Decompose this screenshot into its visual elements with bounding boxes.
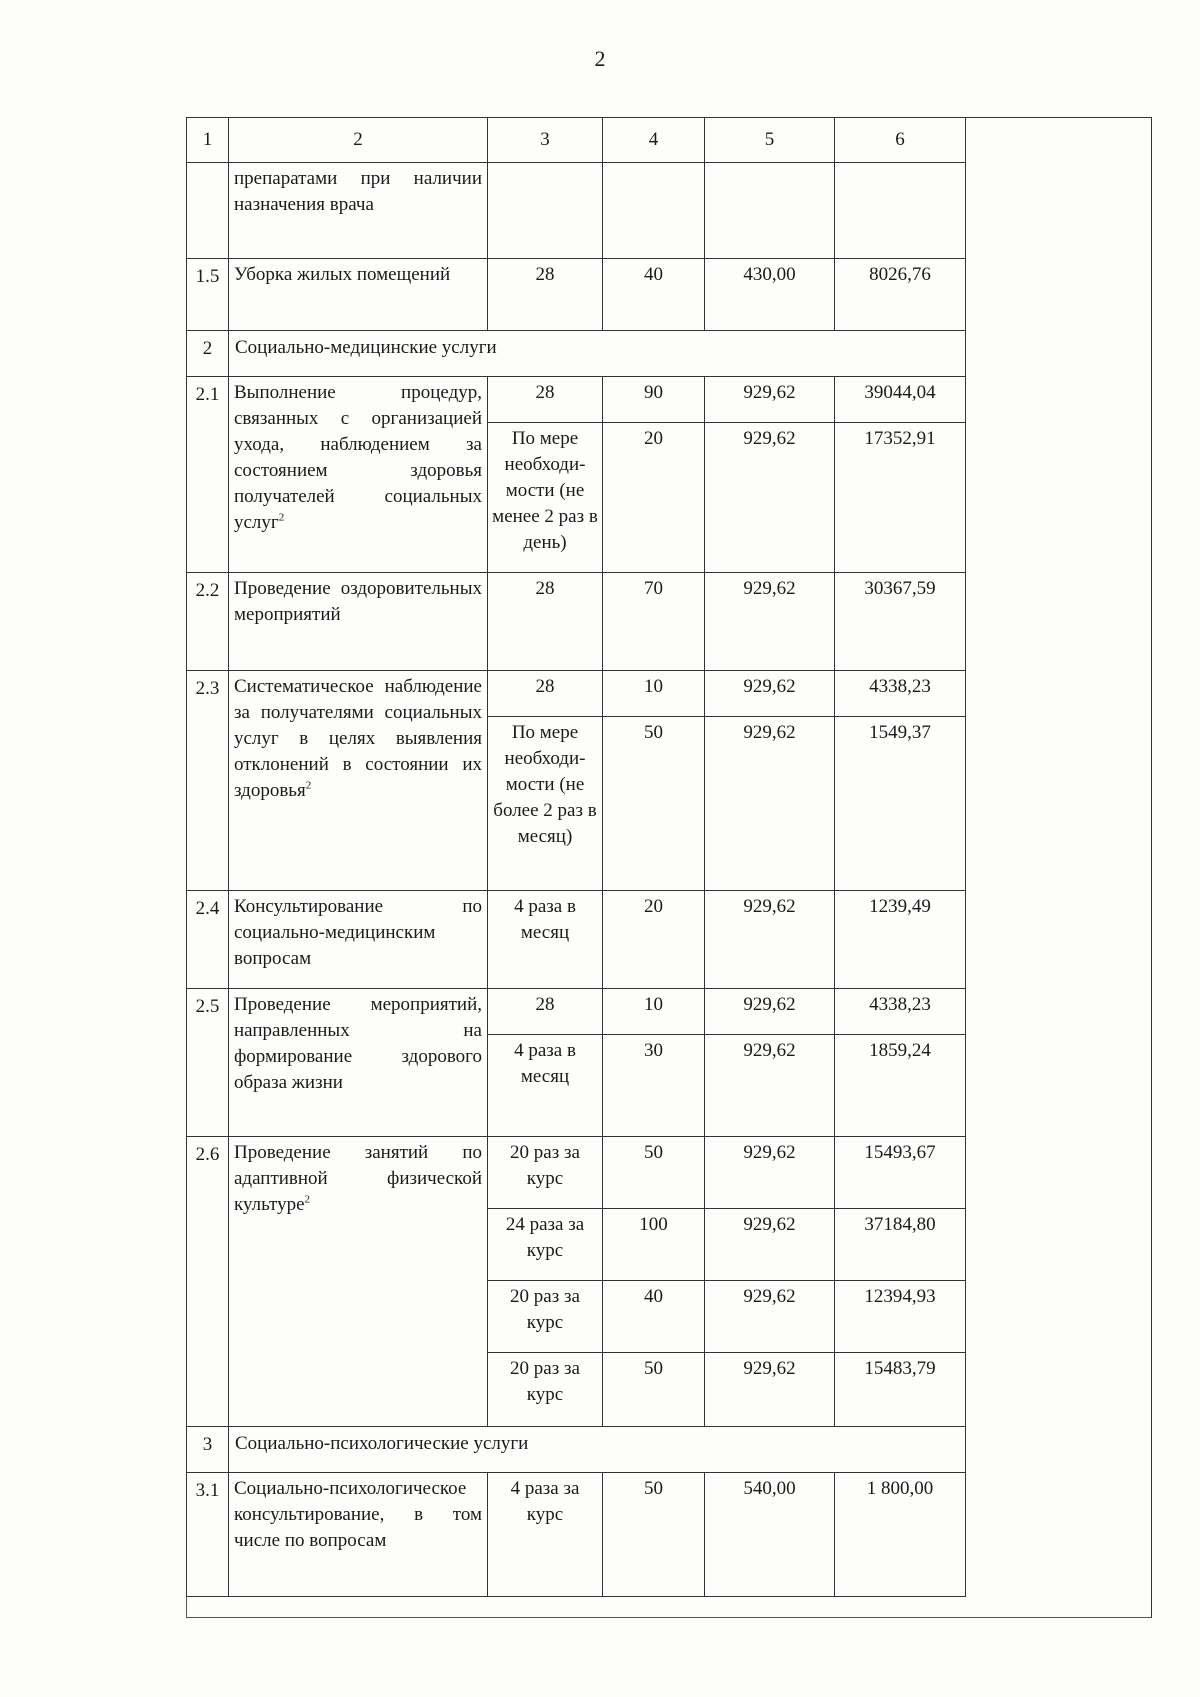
total-cell: 1 800,00 [835,1473,966,1597]
volume-cell: 70 [603,573,705,671]
frequency-cell: 4 раза за курс [488,1473,603,1597]
table-row [187,573,966,671]
volume-cell: 50 [603,1353,705,1427]
row-number: 2.4 [187,891,229,989]
volume-cell: 40 [603,259,705,331]
total-cell: 8026,76 [835,259,966,331]
price-cell: 540,00 [705,1473,835,1597]
footnote-mark: 2 [304,1193,311,1206]
price-cell: 929,62 [705,891,835,989]
frequency-cell: 4 раза в месяц [488,891,603,989]
price-cell: 929,62 [705,377,835,423]
frequency-cell: 24 раза за курс [488,1209,603,1281]
total-cell: 17352,91 [835,423,966,573]
service-description [229,1137,488,1427]
section-title: Социально-медицинские услуги [229,331,966,377]
row-number: 2.6 [187,1137,229,1427]
frequency-cell: 20 раз за курс [488,1353,603,1427]
volume-cell: 30 [603,1035,705,1137]
price-cell: 929,62 [705,1281,835,1353]
row-number: 2.1 [187,377,229,573]
total-cell: 1239,49 [835,891,966,989]
frequency-cell: 20 раз за курс [488,1281,603,1353]
total-cell: 37184,80 [835,1209,966,1281]
table-row [187,1137,966,1209]
price-cell: 929,62 [705,1137,835,1209]
volume-cell: 20 [603,423,705,573]
price-cell: 929,62 [705,423,835,573]
section-title: Социально-психологические услуги [229,1427,966,1473]
table-row [187,891,966,989]
footnote-mark: 2 [278,511,285,524]
price-cell: 929,62 [705,989,835,1035]
frequency-cell: 28 [488,377,603,423]
total-cell: 12394,93 [835,1281,966,1353]
price-cell: 929,62 [705,1035,835,1137]
header-row [187,118,966,163]
price-cell [705,163,835,259]
price-cell: 929,62 [705,1209,835,1281]
row-number: 2.2 [187,573,229,671]
price-cell: 929,62 [705,573,835,671]
table-row [187,377,966,423]
description-text: Систематическое наблюдение за получателями социальных услуг в целях выявления отклонений в состоянии их здоровья [234,676,482,801]
table-row [187,163,966,259]
description-text: Проведение занятий по адаптивной физической культуре [234,1142,482,1215]
service-description [229,671,488,891]
service-description: Проведение мероприятий, направленных на формирование здорового образа жизни [229,989,488,1137]
total-cell: 4338,23 [835,989,966,1035]
row-number: 1.5 [187,259,229,331]
header-col-4: 4 [603,118,705,163]
frequency-cell: 28 [488,989,603,1035]
section-row [187,331,966,377]
total-cell: 15483,79 [835,1353,966,1427]
volume-cell: 50 [603,1137,705,1209]
frequency-cell: 28 [488,671,603,717]
total-cell [835,163,966,259]
service-description: Социально-психологическое консультирование, в том числе по вопросам [229,1473,488,1597]
volume-cell: 90 [603,377,705,423]
table-row [187,989,966,1035]
price-cell: 929,62 [705,671,835,717]
header-col-2: 2 [229,118,488,163]
frequency-cell: По мере необходи-мости (не менее 2 раз в день) [488,423,603,573]
table-row [187,671,966,717]
volume-cell [603,163,705,259]
frequency-cell [488,163,603,259]
services-table [186,117,966,1597]
total-cell: 1549,37 [835,717,966,891]
footnote-mark: 2 [305,779,312,792]
volume-cell: 10 [603,671,705,717]
total-cell: 1859,24 [835,1035,966,1137]
total-cell: 4338,23 [835,671,966,717]
service-description: препаратами при наличии назначения врача [229,163,488,259]
volume-cell: 50 [603,1473,705,1597]
frequency-cell: 20 раз за курс [488,1137,603,1209]
price-cell: 929,62 [705,717,835,891]
frequency-cell: 28 [488,259,603,331]
total-cell: 39044,04 [835,377,966,423]
header-col-3: 3 [488,118,603,163]
table-row [187,259,966,331]
volume-cell: 40 [603,1281,705,1353]
service-description: Уборка жилых помещений [229,259,488,331]
section-number: 2 [187,331,229,377]
header-col-1: 1 [187,118,229,163]
section-number: 3 [187,1427,229,1473]
row-number: 3.1 [187,1473,229,1597]
section-row [187,1427,966,1473]
volume-cell: 20 [603,891,705,989]
total-cell: 15493,67 [835,1137,966,1209]
row-number: 2.5 [187,989,229,1137]
frequency-cell: По мере необходи-мости (не более 2 раз в месяц) [488,717,603,891]
service-description: Проведение оздоровительных мероприятий [229,573,488,671]
total-cell: 30367,59 [835,573,966,671]
row-number [187,163,229,259]
page-number: 2 [594,46,606,71]
price-cell: 430,00 [705,259,835,331]
volume-cell: 100 [603,1209,705,1281]
description-text: Выполнение процедур, связанных с организацией ухода, наблюдением за состоянием здоровья получателей социальных услуг [234,382,482,533]
header-col-6: 6 [835,118,966,163]
table-row [187,1473,966,1597]
frequency-cell: 28 [488,573,603,671]
service-description [229,377,488,573]
service-description: Консультирование по социально-медицинским вопросам [229,891,488,989]
row-number: 2.3 [187,671,229,891]
frequency-cell: 4 раза в месяц [488,1035,603,1137]
header-col-5: 5 [705,118,835,163]
volume-cell: 50 [603,717,705,891]
volume-cell: 10 [603,989,705,1035]
price-cell: 929,62 [705,1353,835,1427]
